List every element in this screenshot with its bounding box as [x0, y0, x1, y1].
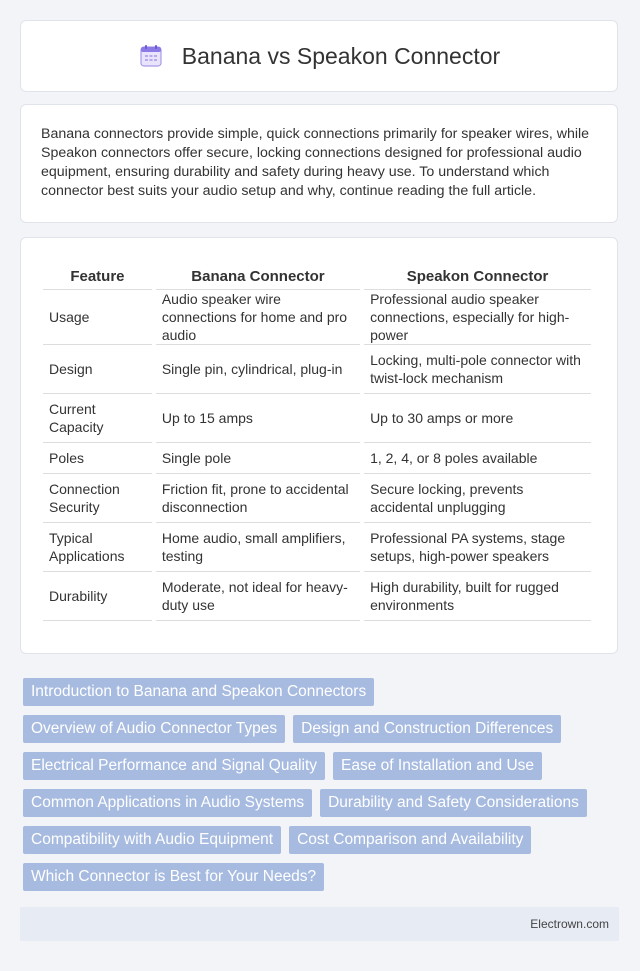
table-row [43, 523, 591, 572]
table-row [43, 443, 591, 474]
header-card [20, 20, 618, 92]
table-header-row [43, 260, 591, 290]
topic-tag-introduction[interactable]: Introduction to Banana and Speakon Connectors [23, 678, 374, 706]
table-row [43, 290, 591, 345]
intro-card [20, 104, 618, 223]
header-banana: Banana Connector [156, 260, 360, 290]
footer-source: Electrown.com [530, 917, 609, 931]
table-row [43, 474, 591, 523]
speakon-cell: High durability, built for rugged environments [364, 572, 591, 621]
calendar-icon [138, 43, 164, 69]
speakon-cell: Secure locking, prevents accidental unplugging [364, 474, 591, 523]
banana-cell: Audio speaker wire connections for home and pro audio [156, 290, 360, 345]
feature-cell: Connection Security [43, 474, 152, 523]
speakon-cell: Professional audio speaker connections, especially for high-power [364, 290, 591, 345]
header-speakon: Speakon Connector [364, 260, 591, 290]
topic-tag-compatibility[interactable]: Compatibility with Audio Equipment [23, 826, 281, 854]
feature-cell: Current Capacity [43, 394, 152, 443]
speakon-cell: Professional PA systems, stage setups, high-power speakers [364, 523, 591, 572]
banana-cell: Friction fit, prone to accidental disconnection [156, 474, 360, 523]
header-feature: Feature [43, 260, 152, 290]
feature-cell: Durability [43, 572, 152, 621]
comparison-table-card [20, 237, 618, 654]
page-title: Banana vs Speakon Connector [181, 42, 501, 69]
feature-cell: Usage [43, 290, 152, 345]
topic-tag-electrical[interactable]: Electrical Performance and Signal Quality [23, 752, 325, 780]
speakon-cell: 1, 2, 4, or 8 poles available [364, 443, 591, 474]
topic-tag-durability[interactable]: Durability and Safety Considerations [320, 789, 587, 817]
table-row [43, 345, 591, 394]
intro-text: Banana connectors provide simple, quick connections primarily for speaker wires, while Speakon connectors offer secure, locking connections designed for professional audio equipment, ensuring durability and safety during heavy use. To understand which connector best suits your audio setup and why, continue reading the full article. [41, 126, 590, 199]
topic-tag-best-choice[interactable]: Which Connector is Best for Your Needs? [23, 863, 324, 891]
topic-tags [23, 678, 613, 900]
feature-cell: Poles [43, 443, 152, 474]
feature-cell: Typical Applications [43, 523, 152, 572]
topic-tag-installation[interactable]: Ease of Installation and Use [333, 752, 542, 780]
topic-tag-overview[interactable]: Overview of Audio Connector Types [23, 715, 285, 743]
banana-cell: Single pole [156, 443, 360, 474]
table-row [43, 572, 591, 621]
speakon-cell: Up to 30 amps or more [364, 394, 591, 443]
table-row [43, 394, 591, 443]
topic-tag-cost[interactable]: Cost Comparison and Availability [289, 826, 531, 854]
topic-tag-design[interactable]: Design and Construction Differences [293, 715, 561, 743]
banana-cell: Single pin, cylindrical, plug-in [156, 345, 360, 394]
topic-tag-applications[interactable]: Common Applications in Audio Systems [23, 789, 312, 817]
feature-cell: Design [43, 345, 152, 394]
speakon-cell: Locking, multi-pole connector with twist-lock mechanism [364, 345, 591, 394]
banana-cell: Moderate, not ideal for heavy-duty use [156, 572, 360, 621]
banana-cell: Up to 15 amps [156, 394, 360, 443]
comparison-table [39, 260, 595, 621]
banana-cell: Home audio, small amplifiers, testing [156, 523, 360, 572]
footer [20, 907, 619, 941]
